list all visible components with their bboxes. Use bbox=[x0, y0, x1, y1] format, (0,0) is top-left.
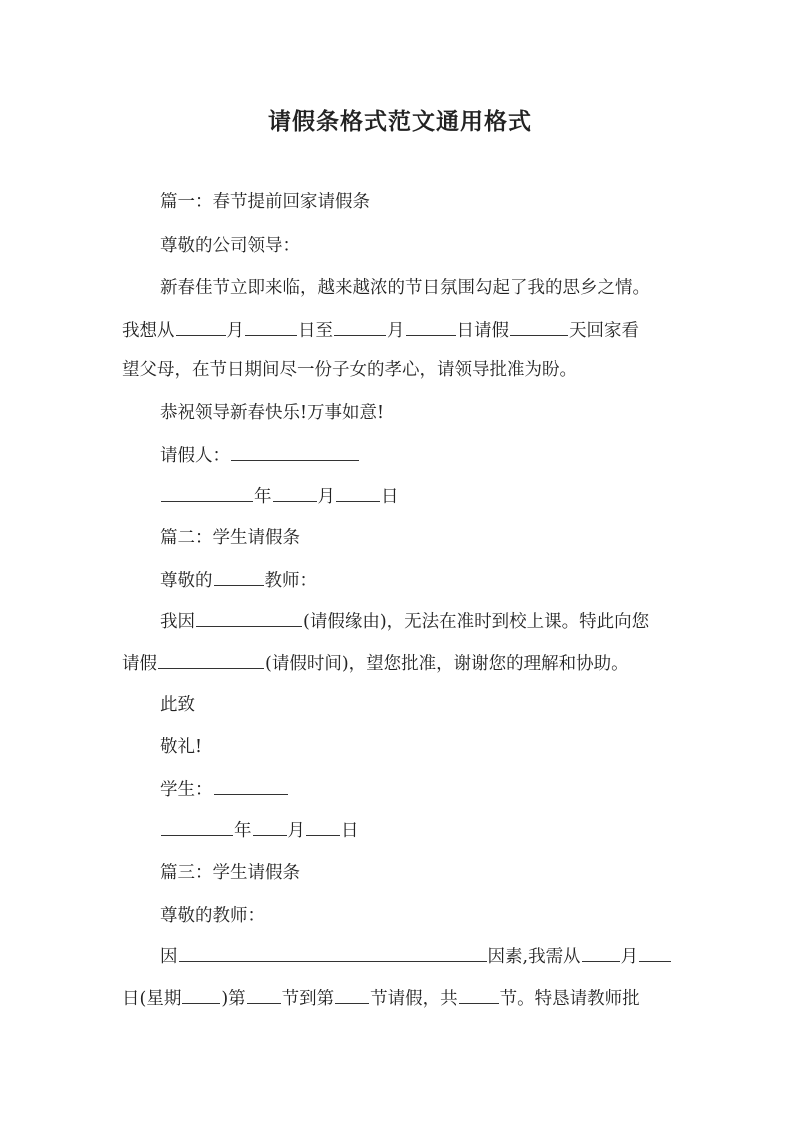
blank-month[interactable] bbox=[334, 318, 386, 336]
section-2-salutation bbox=[160, 568, 317, 594]
blank-year[interactable] bbox=[161, 818, 233, 836]
section-1-signer bbox=[160, 443, 360, 469]
section-1-date bbox=[160, 484, 399, 510]
text: 月 bbox=[620, 947, 639, 967]
text: 月 bbox=[317, 487, 335, 507]
text: )第 bbox=[221, 989, 246, 1009]
section-1-paragraph-1: 新春佳节立即来临，越来越浓的节日氛围勾起了我的思乡之情。 bbox=[160, 278, 650, 298]
blank-period-end[interactable] bbox=[335, 986, 369, 1004]
text: 尊敬的 bbox=[160, 571, 213, 591]
text: 日请假 bbox=[456, 321, 509, 341]
section-2-date bbox=[160, 818, 359, 844]
text: 日至 bbox=[298, 321, 333, 341]
document-title: 请假条格式范文通用格式 bbox=[268, 108, 532, 135]
section-2-closing-2: 敬礼! bbox=[160, 737, 203, 757]
text: 日(星期 bbox=[122, 989, 182, 1009]
text: 月 bbox=[226, 321, 244, 341]
blank-day[interactable] bbox=[639, 944, 671, 962]
signer-label: 请假人： bbox=[160, 446, 230, 466]
student-label: 学生： bbox=[160, 780, 213, 800]
blank-year[interactable] bbox=[161, 484, 253, 502]
section-2-paragraph-2 bbox=[122, 651, 629, 677]
section-1-heading: 篇一：春节提前回家请假条 bbox=[160, 192, 370, 212]
section-3-paragraph-1 bbox=[160, 944, 672, 970]
section-2-heading: 篇二：学生请假条 bbox=[160, 528, 300, 548]
blank-month[interactable] bbox=[176, 318, 226, 336]
text: 我想从 bbox=[122, 321, 175, 341]
text: 节请假，共 bbox=[370, 989, 458, 1009]
section-3-heading: 篇三：学生请假条 bbox=[160, 863, 300, 883]
text: 因素,我需从 bbox=[487, 947, 581, 967]
text: 节。特恳请教师批 bbox=[499, 989, 640, 1009]
blank-days[interactable] bbox=[510, 318, 568, 336]
blank-day[interactable] bbox=[336, 484, 380, 502]
blank-signer[interactable] bbox=[231, 443, 359, 461]
blank-month[interactable] bbox=[253, 818, 287, 836]
section-2-closing-1: 此致 bbox=[160, 695, 195, 715]
text: (请假缘由)，无法在准时到校上课。特此向您 bbox=[303, 612, 650, 632]
section-1-paragraph-3: 望父母，在节日期间尽一份子女的孝心，请领导批准为盼。 bbox=[122, 360, 577, 380]
text: 请假 bbox=[122, 654, 157, 674]
blank-day[interactable] bbox=[245, 318, 297, 336]
text: 我因 bbox=[160, 612, 195, 632]
text: 节到第 bbox=[281, 989, 335, 1009]
blank-student[interactable] bbox=[214, 777, 288, 795]
blank-weekday[interactable] bbox=[182, 986, 220, 1004]
text: 天回家看 bbox=[569, 321, 639, 341]
text: 月 bbox=[387, 321, 405, 341]
section-2-student bbox=[160, 777, 289, 803]
text: (请假时间)，望您批准，谢谢您的理解和协助。 bbox=[265, 654, 629, 674]
section-3-salutation: 尊敬的教师： bbox=[160, 906, 265, 926]
text: 年 bbox=[254, 487, 272, 507]
blank-day[interactable] bbox=[306, 818, 340, 836]
blank-time[interactable] bbox=[158, 651, 264, 669]
blank-month[interactable] bbox=[273, 484, 317, 502]
section-1-salutation: 尊敬的公司领导： bbox=[160, 236, 300, 256]
text: 日 bbox=[381, 487, 399, 507]
section-1-wish: 恭祝领导新春快乐!万事如意! bbox=[160, 403, 385, 423]
text: 日 bbox=[341, 821, 359, 841]
blank-day[interactable] bbox=[406, 318, 456, 336]
blank-reason[interactable] bbox=[196, 609, 302, 627]
blank-month[interactable] bbox=[582, 944, 620, 962]
blank-period-count[interactable] bbox=[459, 986, 499, 1004]
section-1-paragraph-2 bbox=[122, 318, 639, 344]
text: 月 bbox=[287, 821, 305, 841]
blank-period-start[interactable] bbox=[247, 986, 281, 1004]
blank-teacher[interactable] bbox=[214, 568, 264, 586]
section-3-paragraph-2 bbox=[122, 986, 640, 1012]
blank-reason[interactable] bbox=[179, 944, 487, 962]
text: 因 bbox=[160, 947, 178, 967]
text: 年 bbox=[234, 821, 252, 841]
section-2-paragraph-1 bbox=[160, 609, 649, 635]
text: 教师： bbox=[264, 571, 317, 591]
